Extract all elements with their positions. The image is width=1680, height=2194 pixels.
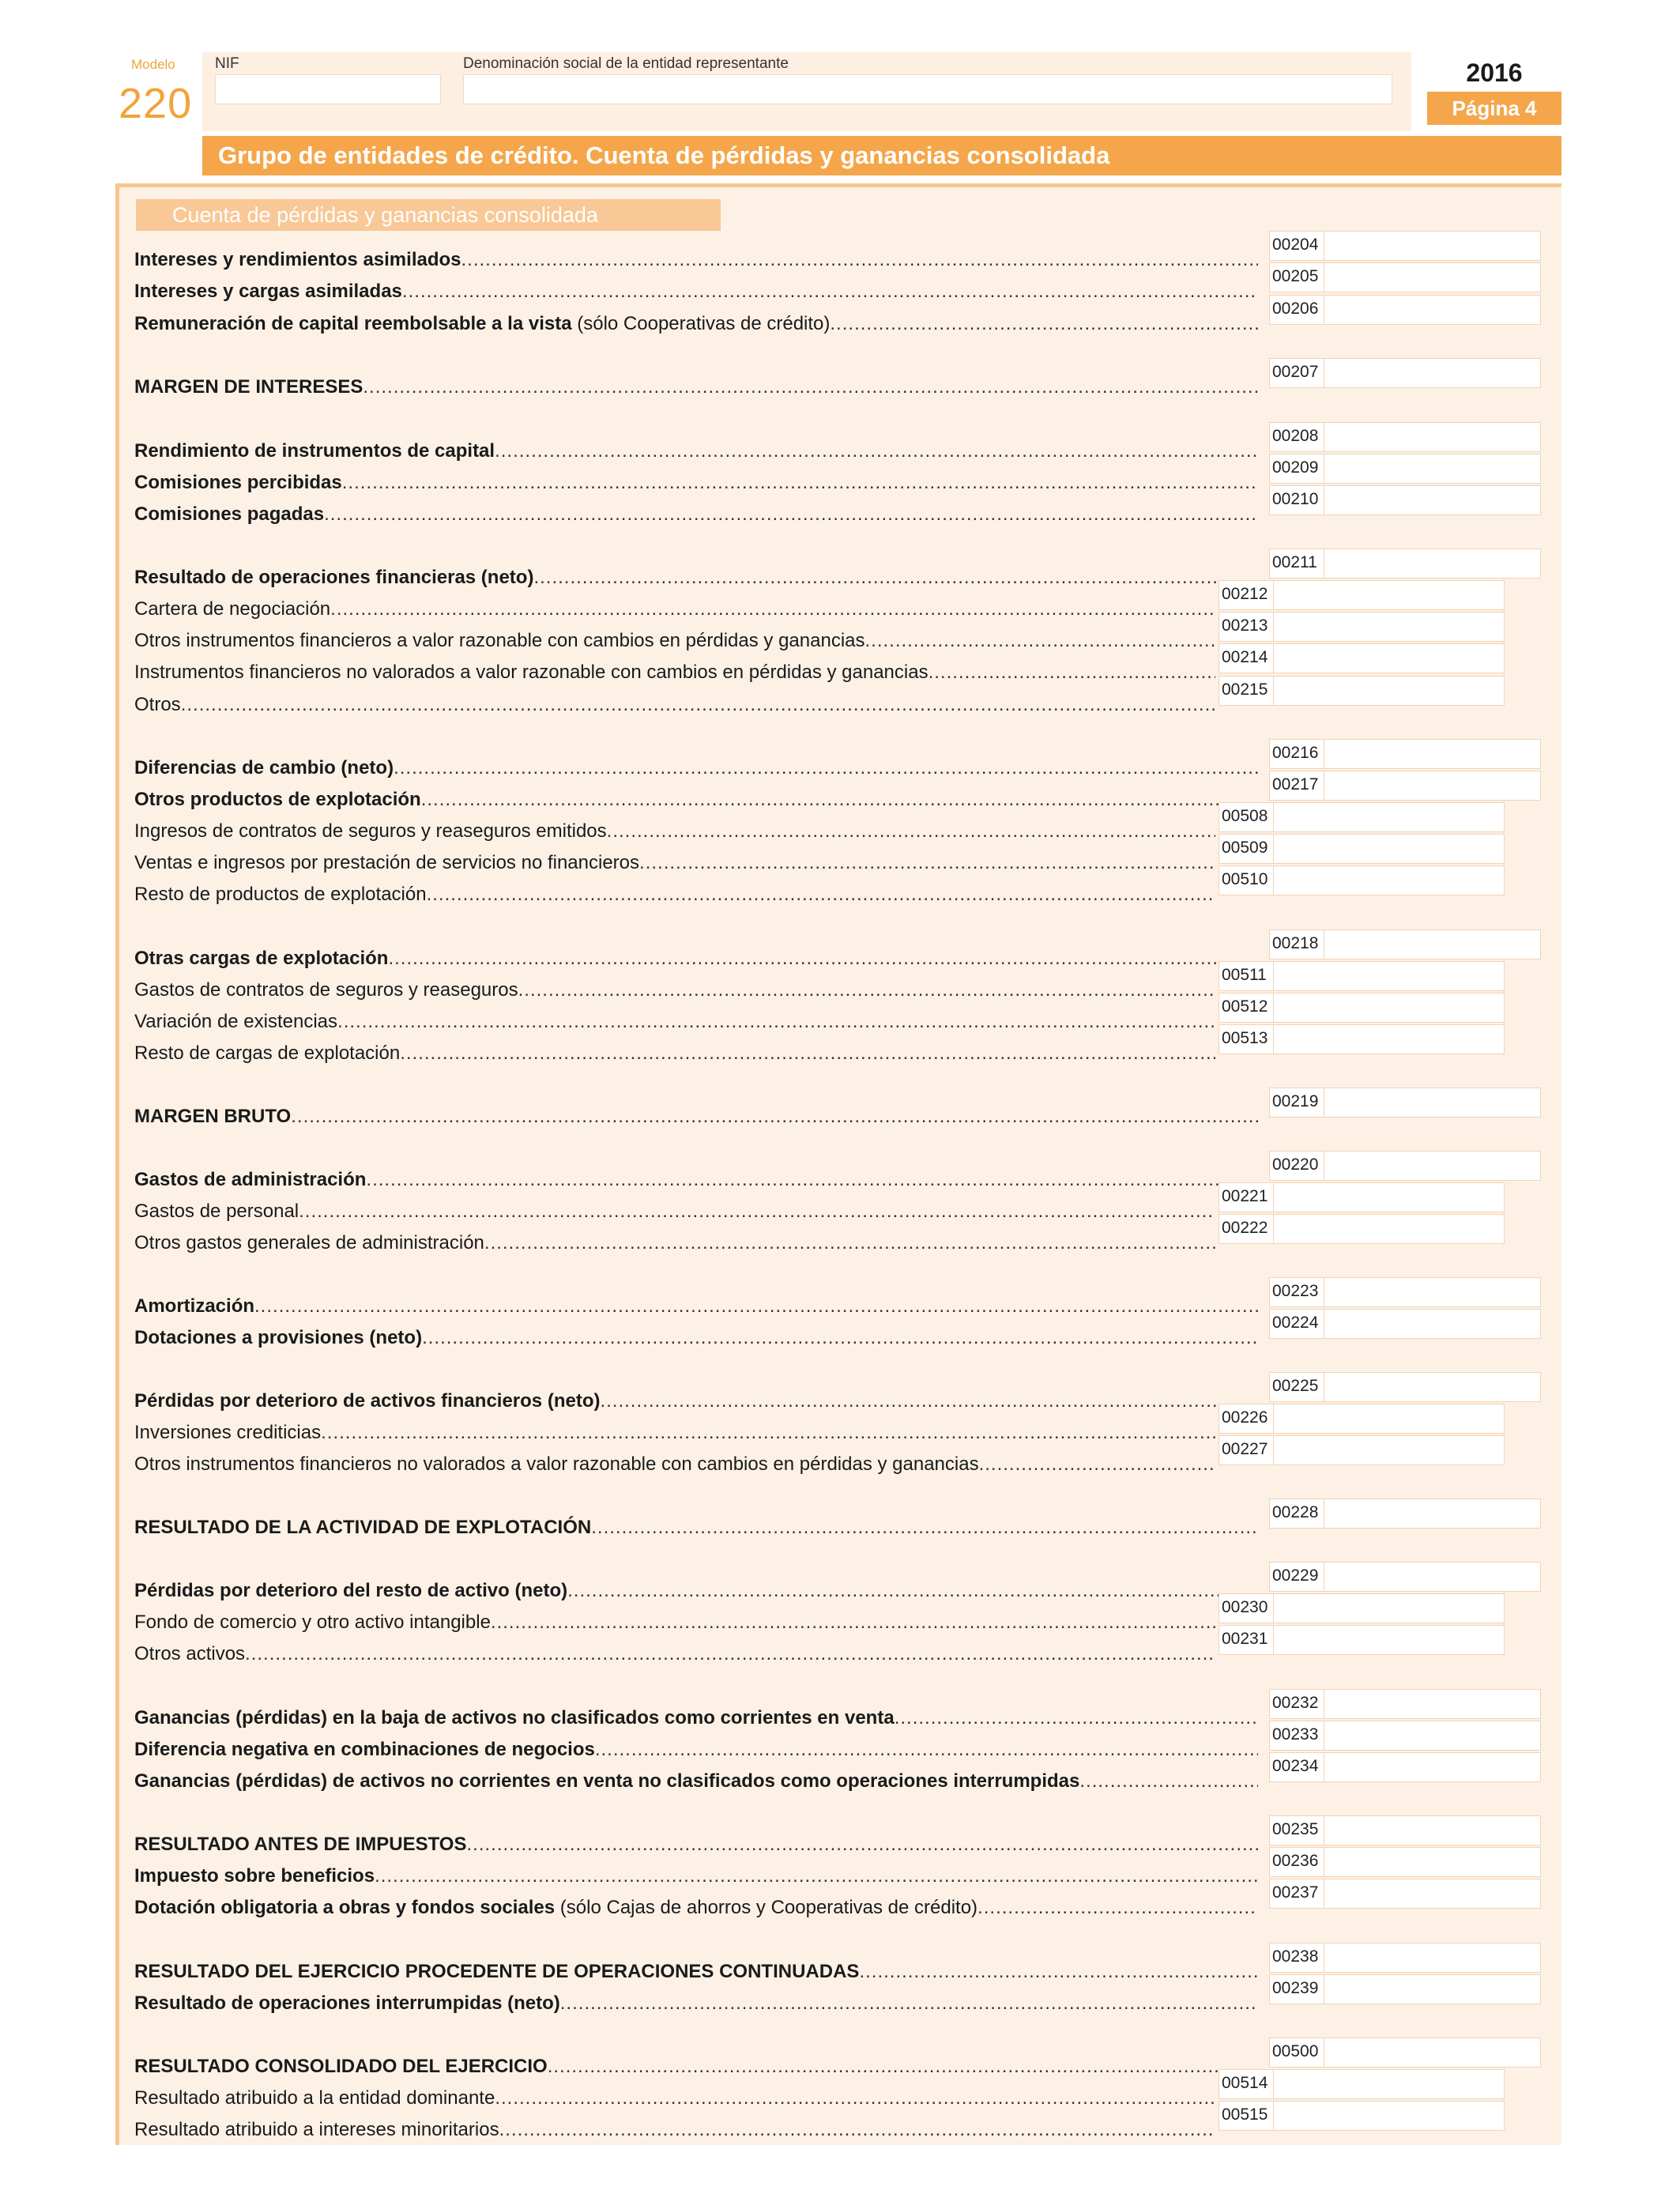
box-code: 00220 xyxy=(1269,1151,1324,1181)
box-code: 00512 xyxy=(1219,993,1274,1023)
row-label-bold: RESULTADO ANTES DE IMPUESTOS xyxy=(134,1834,467,1855)
form-row-00219 xyxy=(134,1103,1258,1130)
leader-dots xyxy=(400,1040,1215,1067)
leader-dots xyxy=(591,1514,1258,1541)
row-label-text: Instrumentos financieros no valorados a valor razonable con cambios en pérdidas y ganancias xyxy=(134,662,929,683)
form-row-00226 xyxy=(134,1419,1215,1446)
row-label xyxy=(134,850,639,876)
box-code: 00234 xyxy=(1269,1752,1324,1782)
leader-dots xyxy=(363,374,1258,401)
leader-dots xyxy=(518,977,1215,1004)
box-code: 00510 xyxy=(1219,865,1274,895)
form-row-00514 xyxy=(134,2085,1215,2112)
row-label-text: Otros activos xyxy=(134,1643,246,1664)
form-row-00215 xyxy=(134,692,1215,718)
row-label-bold: Comisiones percibidas xyxy=(134,472,342,493)
box-code: 00214 xyxy=(1219,643,1274,673)
box-code: 00224 xyxy=(1269,1309,1324,1339)
box-code: 00514 xyxy=(1219,2069,1274,2099)
row-label-bold: Intereses y rendimientos asimilados xyxy=(134,249,461,270)
row-label xyxy=(134,945,388,972)
form-row-00205 xyxy=(134,278,1258,305)
row-label xyxy=(134,374,363,401)
form-row-00214 xyxy=(134,659,1215,686)
leader-dots xyxy=(466,1831,1258,1858)
leader-dots xyxy=(484,1230,1215,1257)
form-row-00227 xyxy=(134,1451,1215,1478)
row-label-text: Resto de productos de explotación xyxy=(134,884,427,905)
form-row-00211 xyxy=(134,564,1258,591)
row-label xyxy=(134,1768,1079,1795)
row-label xyxy=(134,1990,560,2017)
box-code: 00235 xyxy=(1269,1815,1324,1845)
row-label xyxy=(134,1040,400,1067)
form-row-00229 xyxy=(134,1578,1258,1604)
row-label-text: Otros instrumentos financieros a valor razonable con cambios en pérdidas y ganancias xyxy=(134,630,865,651)
row-label-bold: Pérdidas por deterioro del resto de activo (neto) xyxy=(134,1580,568,1601)
leader-dots xyxy=(366,1167,1258,1193)
row-label-bold: Dotación obligatoria a obras y fondos sociales xyxy=(134,1897,556,1918)
box-code: 00223 xyxy=(1269,1277,1324,1307)
box-code: 00511 xyxy=(1219,961,1274,991)
box-code: 00229 xyxy=(1269,1562,1324,1592)
box-code: 00236 xyxy=(1269,1847,1324,1877)
box-code: 00215 xyxy=(1219,676,1274,706)
box-code: 00213 xyxy=(1219,612,1274,642)
leader-dots xyxy=(181,692,1215,718)
row-label xyxy=(134,596,330,623)
form-row-00513 xyxy=(134,1040,1215,1067)
box-code: 00232 xyxy=(1269,1689,1324,1719)
row-label xyxy=(134,278,402,305)
box-code: 00217 xyxy=(1269,771,1324,801)
box-code: 00237 xyxy=(1269,1879,1324,1909)
row-label-bold: Ganancias (pérdidas) de activos no corrientes en venta no clasificados como operaciones interrumpidas xyxy=(134,1770,1080,1792)
row-label-text: Ingresos de contratos de seguros y reaseguros emitidos xyxy=(134,820,607,842)
leader-dots xyxy=(865,628,1216,654)
row-label xyxy=(134,628,865,654)
row-label-text: Variación de existencias xyxy=(134,1011,338,1032)
box-code: 00222 xyxy=(1219,1214,1274,1244)
box-code: 00219 xyxy=(1269,1088,1324,1118)
row-label-text: (sólo Cajas de ahorros y Cooperativas de crédito) xyxy=(555,1897,978,1918)
row-label xyxy=(134,564,533,591)
row-label xyxy=(134,1325,422,1351)
leader-dots xyxy=(895,1705,1258,1732)
form-row-00224 xyxy=(134,1325,1258,1351)
form-row-00508 xyxy=(134,818,1215,845)
row-label xyxy=(134,1198,299,1225)
row-label xyxy=(134,1641,245,1668)
row-label-bold: Intereses y cargas asimiladas xyxy=(134,281,402,302)
leader-dots xyxy=(929,659,1215,686)
row-label xyxy=(134,881,427,908)
form-row-00238 xyxy=(134,1958,1258,1985)
leader-dots xyxy=(495,438,1258,465)
leader-dots xyxy=(977,1894,1258,1921)
form-row-00220 xyxy=(134,1167,1258,1193)
row-label xyxy=(134,692,181,718)
form-row-00212 xyxy=(134,596,1215,623)
box-code: 00231 xyxy=(1219,1625,1274,1655)
row-label-text: (sólo Cooperativas de crédito) xyxy=(571,313,831,334)
form-row-00231 xyxy=(134,1641,1215,1668)
row-label-bold: Gastos de administración xyxy=(134,1169,367,1190)
row-label-text: Resultado atribuido a intereses minoritarios xyxy=(134,2119,499,2140)
row-label xyxy=(134,977,518,1004)
row-label xyxy=(134,2053,548,2080)
form-row-00236 xyxy=(134,1863,1258,1890)
form-row-00204 xyxy=(134,247,1258,273)
leader-dots xyxy=(495,2085,1215,2112)
row-label-bold: MARGEN DE INTERESES xyxy=(134,376,363,398)
row-label-bold: RESULTADO DE LA ACTIVIDAD DE EXPLOTACIÓN xyxy=(134,1517,592,1538)
form-row-00208 xyxy=(134,438,1258,465)
leader-dots xyxy=(859,1958,1258,1985)
row-label-bold: Comisiones pagadas xyxy=(134,503,325,525)
row-label-text: Resultado atribuido a la entidad dominante xyxy=(134,2087,495,2109)
denominacion-label: Denominación social de la entidad representante xyxy=(463,55,789,72)
box-code: 00226 xyxy=(1219,1404,1274,1434)
row-label xyxy=(134,1863,375,1890)
row-label-text: Fondo de comercio y otro activo intangible xyxy=(134,1612,491,1633)
row-label xyxy=(134,501,324,528)
row-label-bold: Amortización xyxy=(134,1295,255,1317)
box-code: 00515 xyxy=(1219,2101,1274,2131)
row-label xyxy=(134,659,929,686)
box-code: 00513 xyxy=(1219,1024,1274,1054)
form-row-00234 xyxy=(134,1768,1258,1795)
form-year: 2016 xyxy=(1466,58,1523,87)
leader-dots xyxy=(548,2053,1258,2080)
leader-dots xyxy=(560,1990,1258,2017)
box-code: 00208 xyxy=(1269,422,1324,452)
row-label xyxy=(134,2085,495,2112)
box-code: 00218 xyxy=(1269,929,1324,959)
row-label xyxy=(134,438,495,465)
form-row-00223 xyxy=(134,1293,1258,1320)
form-row-00512 xyxy=(134,1008,1215,1035)
row-label-bold: Otras cargas de explotación xyxy=(134,948,389,969)
row-label xyxy=(134,1514,591,1541)
box-code: 00207 xyxy=(1269,358,1324,388)
row-label-bold: Resultado de operaciones interrumpidas (neto) xyxy=(134,1992,560,2014)
row-label-text: Gastos de contratos de seguros y reaseguros xyxy=(134,979,518,1001)
leader-dots xyxy=(421,786,1258,813)
box-code: 00508 xyxy=(1219,802,1274,832)
form-row-00510 xyxy=(134,881,1215,908)
nif-field[interactable] xyxy=(215,74,441,104)
row-label-bold: Diferencias de cambio (neto) xyxy=(134,757,394,778)
leader-dots xyxy=(402,278,1258,305)
leader-dots xyxy=(427,881,1215,908)
leader-dots xyxy=(291,1103,1258,1130)
leader-dots xyxy=(337,1008,1215,1035)
form-row-00239 xyxy=(134,1990,1258,2017)
row-label xyxy=(134,311,830,337)
modelo-label: Modelo xyxy=(131,57,175,72)
form-row-00216 xyxy=(134,755,1258,782)
leader-dots xyxy=(461,247,1259,273)
form-row-00217 xyxy=(134,786,1258,813)
row-label-text: Otros xyxy=(134,694,181,715)
row-label-text: Inversiones crediticias xyxy=(134,1422,322,1443)
row-label xyxy=(134,2117,499,2143)
form-row-00515 xyxy=(134,2117,1215,2143)
leader-dots xyxy=(499,2117,1215,2143)
page-badge: Página 4 xyxy=(1427,92,1561,125)
leader-dots xyxy=(595,1736,1258,1763)
form-row-00210 xyxy=(134,501,1258,528)
row-label xyxy=(134,247,461,273)
box-code: 00500 xyxy=(1269,2038,1324,2068)
box-code: 00227 xyxy=(1219,1435,1274,1465)
leader-dots xyxy=(533,564,1258,591)
box-code: 00239 xyxy=(1269,1974,1324,2004)
page-title: Grupo de entidades de crédito. Cuenta de pérdidas y ganancias consolidada xyxy=(202,136,1561,175)
row-label-bold: Pérdidas por deterioro de activos financieros (neto) xyxy=(134,1390,601,1412)
leader-dots xyxy=(330,596,1215,623)
form-row-00235 xyxy=(134,1831,1258,1858)
leader-dots xyxy=(321,1419,1215,1446)
leader-dots xyxy=(388,945,1258,972)
row-label xyxy=(134,1958,859,1985)
row-label xyxy=(134,1008,337,1035)
row-label xyxy=(134,1609,491,1636)
row-label xyxy=(134,1578,567,1604)
form-row-00509 xyxy=(134,850,1215,876)
leader-dots xyxy=(254,1293,1258,1320)
form-header xyxy=(0,0,1680,190)
box-code: 00230 xyxy=(1219,1593,1274,1623)
form-row-00225 xyxy=(134,1388,1258,1415)
form-row-00230 xyxy=(134,1609,1215,1636)
row-label xyxy=(134,1419,321,1446)
row-label-text: Resto de cargas de explotación xyxy=(134,1042,401,1064)
row-label xyxy=(134,786,421,813)
form-row-00218 xyxy=(134,945,1258,972)
leader-dots xyxy=(1079,1768,1258,1795)
row-label xyxy=(134,755,394,782)
row-label-text: Ventas e ingresos por prestación de servicios no financieros xyxy=(134,852,640,873)
box-code: 00509 xyxy=(1219,834,1274,864)
row-label-text: Gastos de personal xyxy=(134,1201,299,1222)
leader-dots xyxy=(422,1325,1258,1351)
row-label-bold: RESULTADO CONSOLIDADO DEL EJERCICIO xyxy=(134,2056,548,2077)
section-label: Cuenta de pérdidas y ganancias consolidada xyxy=(136,199,721,231)
row-label xyxy=(134,1451,979,1478)
row-label xyxy=(134,1831,466,1858)
row-label-bold: Rendimiento de instrumentos de capital xyxy=(134,440,495,462)
box-code: 00205 xyxy=(1269,262,1324,292)
form-row-00237 xyxy=(134,1894,1258,1921)
leader-dots xyxy=(299,1198,1215,1225)
leader-dots xyxy=(394,755,1258,782)
box-code: 00206 xyxy=(1269,295,1324,325)
leader-dots xyxy=(245,1641,1215,1668)
denominacion-field[interactable] xyxy=(463,74,1392,104)
box-code: 00216 xyxy=(1269,739,1324,769)
form-row-00213 xyxy=(134,628,1215,654)
row-label xyxy=(134,1103,291,1130)
row-label xyxy=(134,1388,600,1415)
leader-dots xyxy=(639,850,1215,876)
box-code: 00228 xyxy=(1269,1498,1324,1529)
leader-dots xyxy=(607,818,1215,845)
box-code: 00204 xyxy=(1269,231,1324,261)
box-code: 00233 xyxy=(1269,1721,1324,1751)
form-row-00500 xyxy=(134,2053,1258,2080)
row-label-text: Cartera de negociación xyxy=(134,598,331,620)
row-label xyxy=(134,469,342,496)
form-row-00222 xyxy=(134,1230,1215,1257)
form-row-00511 xyxy=(134,977,1215,1004)
row-label xyxy=(134,818,607,845)
row-label xyxy=(134,1894,977,1921)
leader-dots xyxy=(491,1609,1215,1636)
leader-dots xyxy=(979,1451,1215,1478)
box-code: 00210 xyxy=(1269,485,1324,515)
box-code: 00221 xyxy=(1219,1182,1274,1212)
box-code: 00212 xyxy=(1219,580,1274,610)
row-label-text: Otros instrumentos financieros no valorados a valor razonable con cambios en pérdidas y ganancias xyxy=(134,1453,979,1475)
box-code: 00209 xyxy=(1269,454,1324,484)
leader-dots xyxy=(342,469,1258,496)
row-label xyxy=(134,1293,254,1320)
row-label-bold: Otros productos de explotación xyxy=(134,789,421,810)
form-row-00232 xyxy=(134,1705,1258,1732)
row-label-bold: Ganancias (pérdidas) en la baja de activos no clasificados como corrientes en venta xyxy=(134,1707,895,1728)
box-code: 00211 xyxy=(1269,548,1324,579)
row-label-bold: Resultado de operaciones financieras (neto) xyxy=(134,567,534,588)
leader-dots xyxy=(567,1578,1258,1604)
row-label-bold: MARGEN BRUTO xyxy=(134,1106,292,1127)
box-code: 00225 xyxy=(1269,1372,1324,1402)
row-label-bold: RESULTADO DEL EJERCICIO PROCEDENTE DE OPERACIONES CONTINUADAS xyxy=(134,1961,860,1982)
form-row-00207 xyxy=(134,374,1258,401)
row-label xyxy=(134,1705,895,1732)
leader-dots xyxy=(324,501,1258,528)
form-row-00228 xyxy=(134,1514,1258,1541)
leader-dots xyxy=(830,311,1258,337)
row-label-bold: Dotaciones a provisiones (neto) xyxy=(134,1327,423,1348)
leader-dots xyxy=(600,1388,1258,1415)
row-label xyxy=(134,1167,366,1193)
form-row-00233 xyxy=(134,1736,1258,1763)
row-label-bold: Diferencia negativa en combinaciones de negocios xyxy=(134,1739,595,1760)
box-code: 00238 xyxy=(1269,1943,1324,1973)
form-row-00221 xyxy=(134,1198,1215,1225)
leader-dots xyxy=(375,1863,1258,1890)
row-label-text: Otros gastos generales de administración xyxy=(134,1232,484,1253)
row-label xyxy=(134,1230,484,1257)
form-row-00209 xyxy=(134,469,1258,496)
row-label-bold: Remuneración de capital reembolsable a la vista xyxy=(134,313,572,334)
nif-label: NIF xyxy=(215,55,239,72)
row-label xyxy=(134,1736,595,1763)
row-label-bold: Impuesto sobre beneficios xyxy=(134,1865,375,1887)
modelo-number: 220 xyxy=(119,80,193,127)
form-row-00206 xyxy=(134,311,1258,337)
